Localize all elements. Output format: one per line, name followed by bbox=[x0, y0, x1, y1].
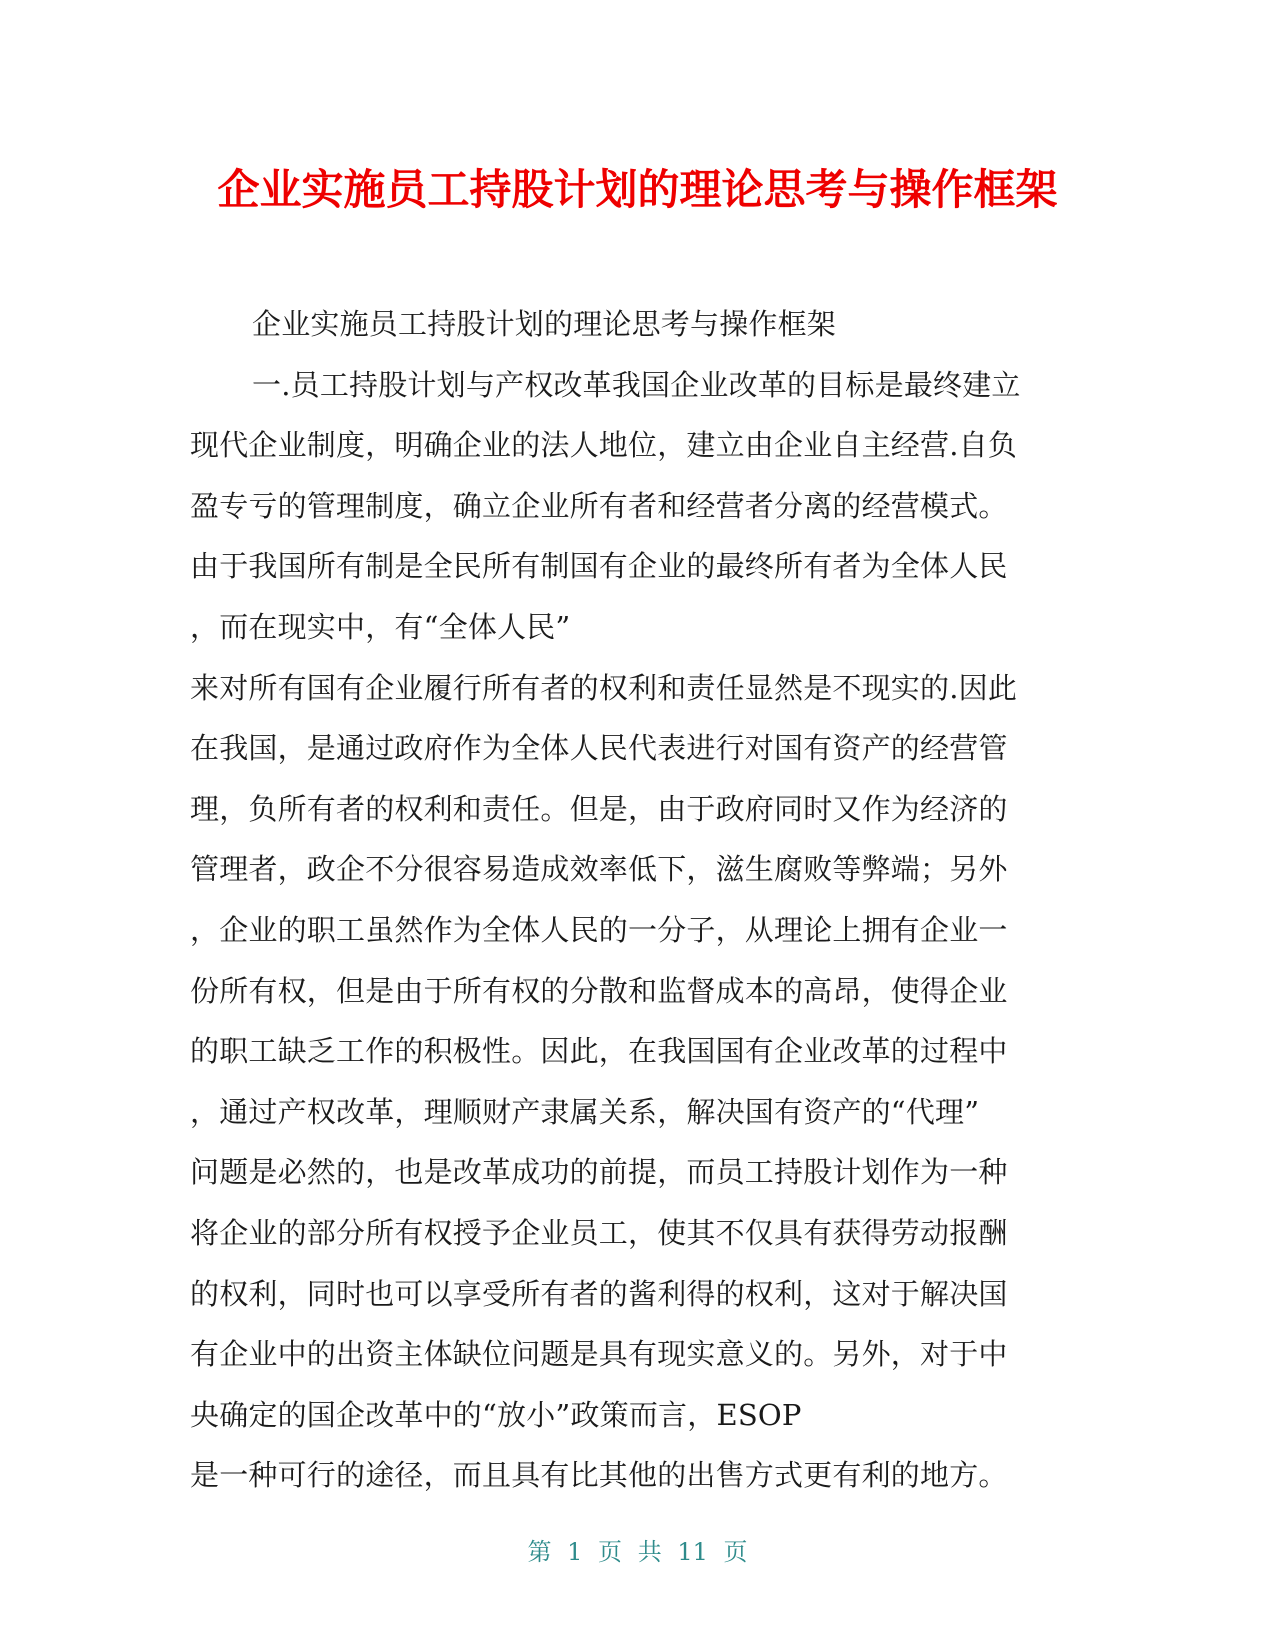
body-line: 理，负所有者的权利和责任。但是，由于政府同时又作为经济的 bbox=[190, 791, 1008, 826]
body-line: 问题是必然的，也是改革成功的前提，而员工持股计划作为一种 bbox=[190, 1155, 1008, 1190]
body-line: 由于我国所有制是全民所有制国有企业的最终所有者为全体人民 bbox=[190, 549, 1008, 584]
body-line: 将企业的部分所有权授予企业员工，使其不仅具有获得劳动报酬 bbox=[190, 1215, 1008, 1250]
footer-label-page-unit: 页 bbox=[598, 1538, 623, 1566]
footer-label-total-unit: 页 bbox=[723, 1538, 748, 1566]
body-line: 企业实施员工持股计划的理论思考与操作框架 bbox=[252, 307, 837, 341]
body-line: 的权利，同时也可以享受所有者的酱利得的权利，这对于解决国 bbox=[190, 1276, 1008, 1311]
body-line: 管理者，政企不分很容易造成效率低下，滋生腐败等弊端；另外 bbox=[190, 852, 1008, 887]
body-line: 来对所有国有企业履行所有者的权利和责任显然是不现实的.因此 bbox=[190, 670, 1018, 705]
body-line: 央确定的国企改革中的“放小”政策而言，ESOP bbox=[190, 1397, 802, 1432]
page-number-footer bbox=[0, 1537, 1275, 1567]
body-line: 盈专亏的管理制度，确立企业所有者和经营者分离的经营模式。 bbox=[190, 488, 1008, 523]
document-title: 企业实施员工持股计划的理论思考与操作框架 bbox=[217, 165, 1058, 214]
body-line: 的职工缺乏工作的积极性。因此，在我国国有企业改革的过程中 bbox=[190, 1034, 1008, 1069]
footer-total-pages: 11 bbox=[677, 1538, 708, 1566]
footer-label-page: 第 bbox=[527, 1538, 552, 1566]
document-body bbox=[190, 294, 1090, 1506]
body-line: 有企业中的出资主体缺位问题是具有现实意义的。另外，对于中 bbox=[190, 1337, 1008, 1372]
footer-current-page: 1 bbox=[567, 1538, 583, 1566]
body-line: 一.员工持股计划与产权改革我国企业改革的目标是最终建立 bbox=[252, 367, 1021, 402]
body-line: 是一种可行的途径，而且具有比其他的出售方式更有利的地方。 bbox=[190, 1458, 1008, 1493]
body-line: ，企业的职工虽然作为全体人民的一分子，从理论上拥有企业一 bbox=[190, 912, 1008, 947]
body-line: 份所有权，但是由于所有权的分散和监督成本的高昂，使得企业 bbox=[190, 973, 1008, 1008]
body-line: 在我国，是通过政府作为全体人民代表进行对国有资产的经营管 bbox=[190, 731, 1008, 766]
body-line: ，而在现实中，有“全体人民” bbox=[190, 609, 571, 644]
footer-label-total: 共 bbox=[637, 1538, 662, 1566]
body-line: ，通过产权改革，理顺财产隶属关系，解决国有资产的“代理” bbox=[190, 1094, 980, 1129]
body-line: 现代企业制度，明确企业的法人地位，建立由企业自主经营.自负 bbox=[190, 428, 1018, 463]
